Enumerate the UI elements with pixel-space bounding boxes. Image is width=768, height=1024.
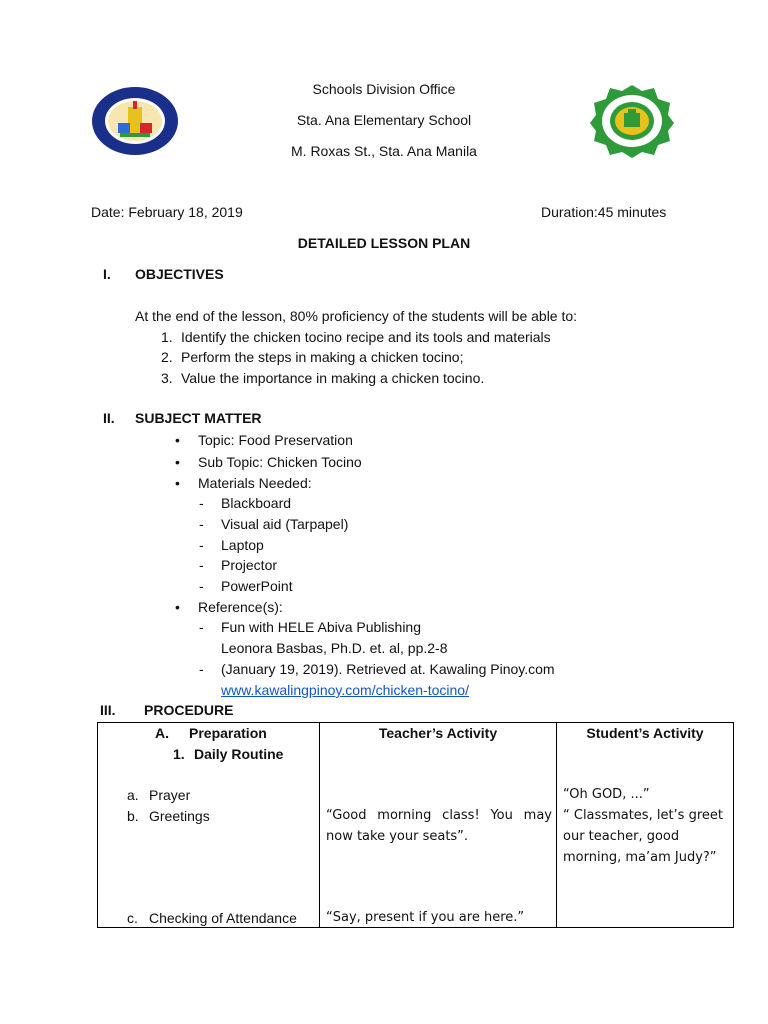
row-letter: a. bbox=[127, 787, 139, 803]
student-cell bbox=[557, 723, 734, 928]
subject-topic: Topic: Food Preservation bbox=[198, 432, 353, 448]
materials-label: Materials Needed: bbox=[198, 475, 312, 491]
preparation-heading: Preparation bbox=[189, 725, 267, 741]
material-item: Laptop bbox=[221, 537, 264, 553]
document-title: DETAILED LESSON PLAN bbox=[297, 235, 471, 251]
routine-heading: Daily Routine bbox=[194, 746, 284, 762]
dash-icon: - bbox=[199, 661, 204, 677]
student-greeting: “ Classmates, let’s greet our teacher, good morning, ma’am Judy?” bbox=[563, 808, 723, 865]
dash-icon: - bbox=[199, 495, 204, 511]
section-number-objectives: I. bbox=[103, 266, 111, 282]
dash-icon: - bbox=[199, 516, 204, 532]
objective-number: 2. bbox=[161, 349, 173, 365]
row-letter: b. bbox=[127, 808, 139, 824]
teacher-greeting: “Good morning class! You may now take your seats”. bbox=[326, 808, 552, 844]
objective-item: Value the importance in making a chicken tocino. bbox=[181, 370, 485, 386]
section-number-procedure: III. bbox=[100, 702, 116, 718]
bullet-icon: • bbox=[175, 432, 180, 448]
material-item: PowerPoint bbox=[221, 578, 293, 594]
subject-subtopic: Sub Topic: Chicken Tocino bbox=[198, 454, 362, 470]
header-school: Sta. Ana Elementary School bbox=[296, 112, 472, 128]
objectives-intro: At the end of the lesson, 80% proficiency of the students will be able to: bbox=[135, 308, 578, 324]
teacher-cell bbox=[320, 723, 557, 928]
objective-number: 3. bbox=[161, 370, 173, 386]
preparation-letter: A. bbox=[155, 725, 169, 741]
routine-number: 1. bbox=[173, 746, 185, 762]
section-number-subject: II. bbox=[103, 410, 115, 426]
material-item: Blackboard bbox=[221, 495, 292, 511]
header-office: Schools Division Office bbox=[312, 81, 456, 97]
dash-icon: - bbox=[199, 537, 204, 553]
teacher-attendance: “Say, present if you are here.” bbox=[326, 910, 525, 925]
section-heading-procedure: PROCEDURE bbox=[144, 702, 234, 718]
dash-icon: - bbox=[199, 557, 204, 573]
row-label-prayer: Prayer bbox=[149, 787, 191, 803]
section-heading-subject: SUBJECT MATTER bbox=[135, 410, 262, 426]
dash-icon: - bbox=[199, 578, 204, 594]
student-activity-heading: Student’s Activity bbox=[586, 725, 704, 741]
row-label-greetings: Greetings bbox=[149, 808, 210, 824]
material-item: Projector bbox=[221, 557, 278, 573]
header-address: M. Roxas St., Sta. Ana Manila bbox=[291, 143, 477, 159]
objective-item: Perform the steps in making a chicken tocino; bbox=[181, 349, 464, 365]
references-label: Reference(s): bbox=[198, 599, 283, 615]
lesson-duration: Duration:45 minutes bbox=[541, 204, 667, 220]
student-prayer: “Oh GOD, ...” bbox=[563, 787, 650, 802]
objective-number: 1. bbox=[161, 329, 173, 345]
bullet-icon: • bbox=[175, 599, 180, 615]
teacher-activity-heading: Teacher’s Activity bbox=[378, 725, 498, 741]
reference-item: Fun with HELE Abiva Publishing bbox=[221, 619, 421, 635]
objective-item: Identify the chicken tocino recipe and its tools and materials bbox=[181, 329, 551, 345]
material-item: Visual aid (Tarpapel) bbox=[221, 516, 349, 532]
reference-item: (January 19, 2019). Retrieved at. Kawaling Pinoy.com bbox=[221, 661, 555, 677]
row-label-attendance: Checking of Attendance bbox=[149, 910, 297, 926]
reference-link[interactable]: www.kawalingpinoy.com/chicken-tocino/ bbox=[221, 682, 469, 698]
bullet-icon: • bbox=[175, 454, 180, 470]
procedure-table bbox=[97, 722, 734, 928]
dash-icon: - bbox=[199, 619, 204, 635]
lesson-date: Date: February 18, 2019 bbox=[91, 204, 243, 220]
preparation-cell bbox=[98, 723, 320, 928]
reference-item: Leonora Basbas, Ph.D. et. al, pp.2-8 bbox=[221, 640, 448, 656]
row-letter: c. bbox=[127, 910, 138, 926]
bullet-icon: • bbox=[175, 475, 180, 491]
section-heading-objectives: OBJECTIVES bbox=[135, 266, 224, 282]
